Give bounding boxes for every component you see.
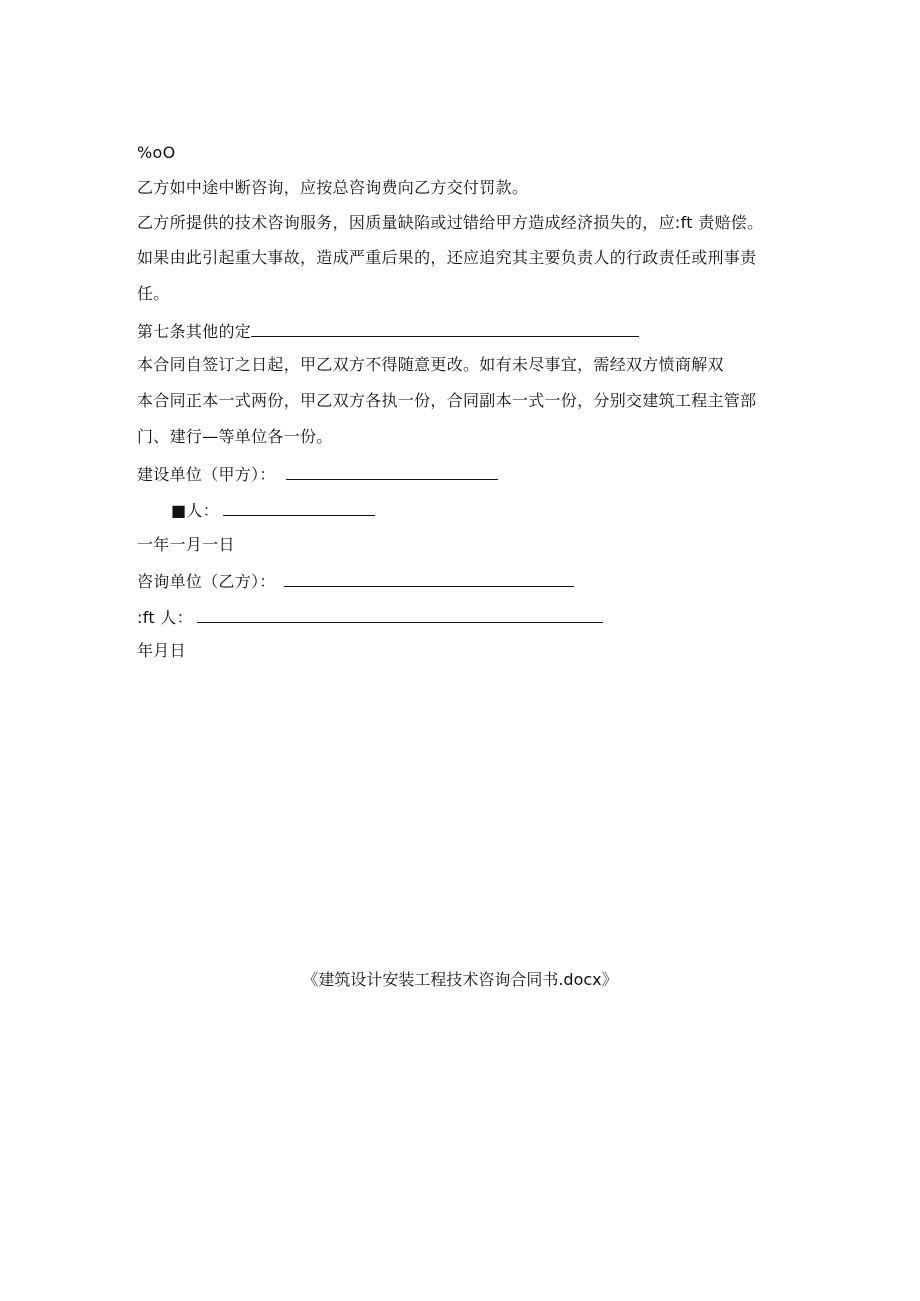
party-a-line — [137, 463, 498, 485]
text-line-accident: 如果由此引起重大事故，造成严重后果的，还应追究其主要负责人的行政责任或刑事责 — [137, 248, 757, 267]
party-a-representative-line — [171, 499, 375, 521]
text-line-percent: %oO — [137, 143, 176, 162]
text-line-penalty: 乙方如中途中断咨询，应按总咨询费向乙方交付罚款。 — [137, 178, 529, 197]
party-b-date: 年月日 — [137, 641, 186, 660]
party-a-blank — [286, 463, 498, 480]
article-seven-line — [137, 320, 639, 342]
party-b-representative-blank — [197, 606, 603, 623]
party-b-blank — [284, 570, 574, 587]
party-b-label: 咨询单位（乙方）： — [137, 572, 276, 591]
text-line-effective: 本合同自签订之日起，甲乙双方不得随意更改。如有未尽事宜，需经双方愤商解双 — [137, 355, 724, 374]
document-filename: 《建筑设计安装工程技术咨询合同书.docx》 — [302, 970, 618, 989]
text-line-copies-cont: 门、建行—等单位各一份。 — [137, 427, 333, 446]
party-b-representative-line — [137, 606, 603, 628]
article-seven-blank — [251, 320, 639, 337]
party-a-representative-blank — [223, 499, 375, 516]
party-b-line — [137, 570, 574, 592]
text-line-compensation: 乙方所提供的技术咨询服务，因质量缺陷或过错给甲方造成经济损失的，应:ft 责赔偿。 — [137, 213, 764, 232]
article-seven-label: 第七条其他的定 — [137, 322, 252, 341]
text-line-copies: 本合同正本一式两份，甲乙双方各执一份，合同副本一式一份，分别交建筑工程主管部 — [137, 391, 757, 410]
text-line-responsibility: 任。 — [137, 284, 170, 303]
party-a-label: 建设单位（甲方）： — [137, 465, 276, 484]
party-b-representative-label: :ft 人： — [137, 608, 193, 627]
party-a-representative-label: ■人： — [171, 501, 220, 520]
party-a-date: 一年一月一日 — [137, 535, 235, 554]
